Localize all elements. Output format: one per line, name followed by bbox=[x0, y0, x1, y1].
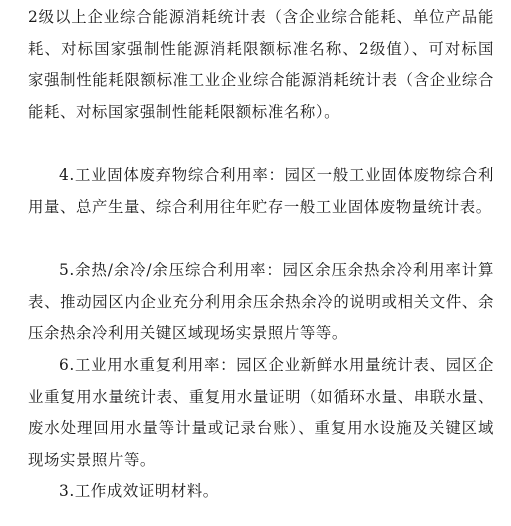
paragraph-solid-waste-utilization: 4.工业固体废弃物综合利用率：园区一般工业固体废物综合利用量、总产生量、综合利用往年贮存一般工业固体废物量统计表。 bbox=[28, 166, 494, 216]
paragraph-water-reuse-rate: 6.工业用水重复利用率：园区企业新鲜水用量统计表、园区企业重复用水量统计表、重复用水量证明（如循环水量、串联水量、废水处理回用水量等计量或记录台账）、重复用水设施及关键区域现场实景照片等。 bbox=[28, 356, 494, 469]
paragraph-waste-heat-utilization: 5.余热/余冷/余压综合利用率：园区余压余热余冷利用率计算表、推动园区内企业充分利用余压余热余冷的说明或相关文件、余压余热余冷利用关键区域现场实景照片等等。 bbox=[28, 261, 494, 342]
paragraph-energy-statistics: 2级以上企业综合能源消耗统计表（含企业综合能耗、单位产品能耗、对标国家强制性能源消耗限额标准名称、2级值）、可对标国家强制性能耗限额标准工业企业综合能源消耗统计表（含企业综合能耗、对标国家强制性能耗限额标准名称）。 bbox=[28, 8, 494, 121]
paragraph-work-results-proof: 3.工作成效证明材料。 bbox=[59, 482, 219, 500]
